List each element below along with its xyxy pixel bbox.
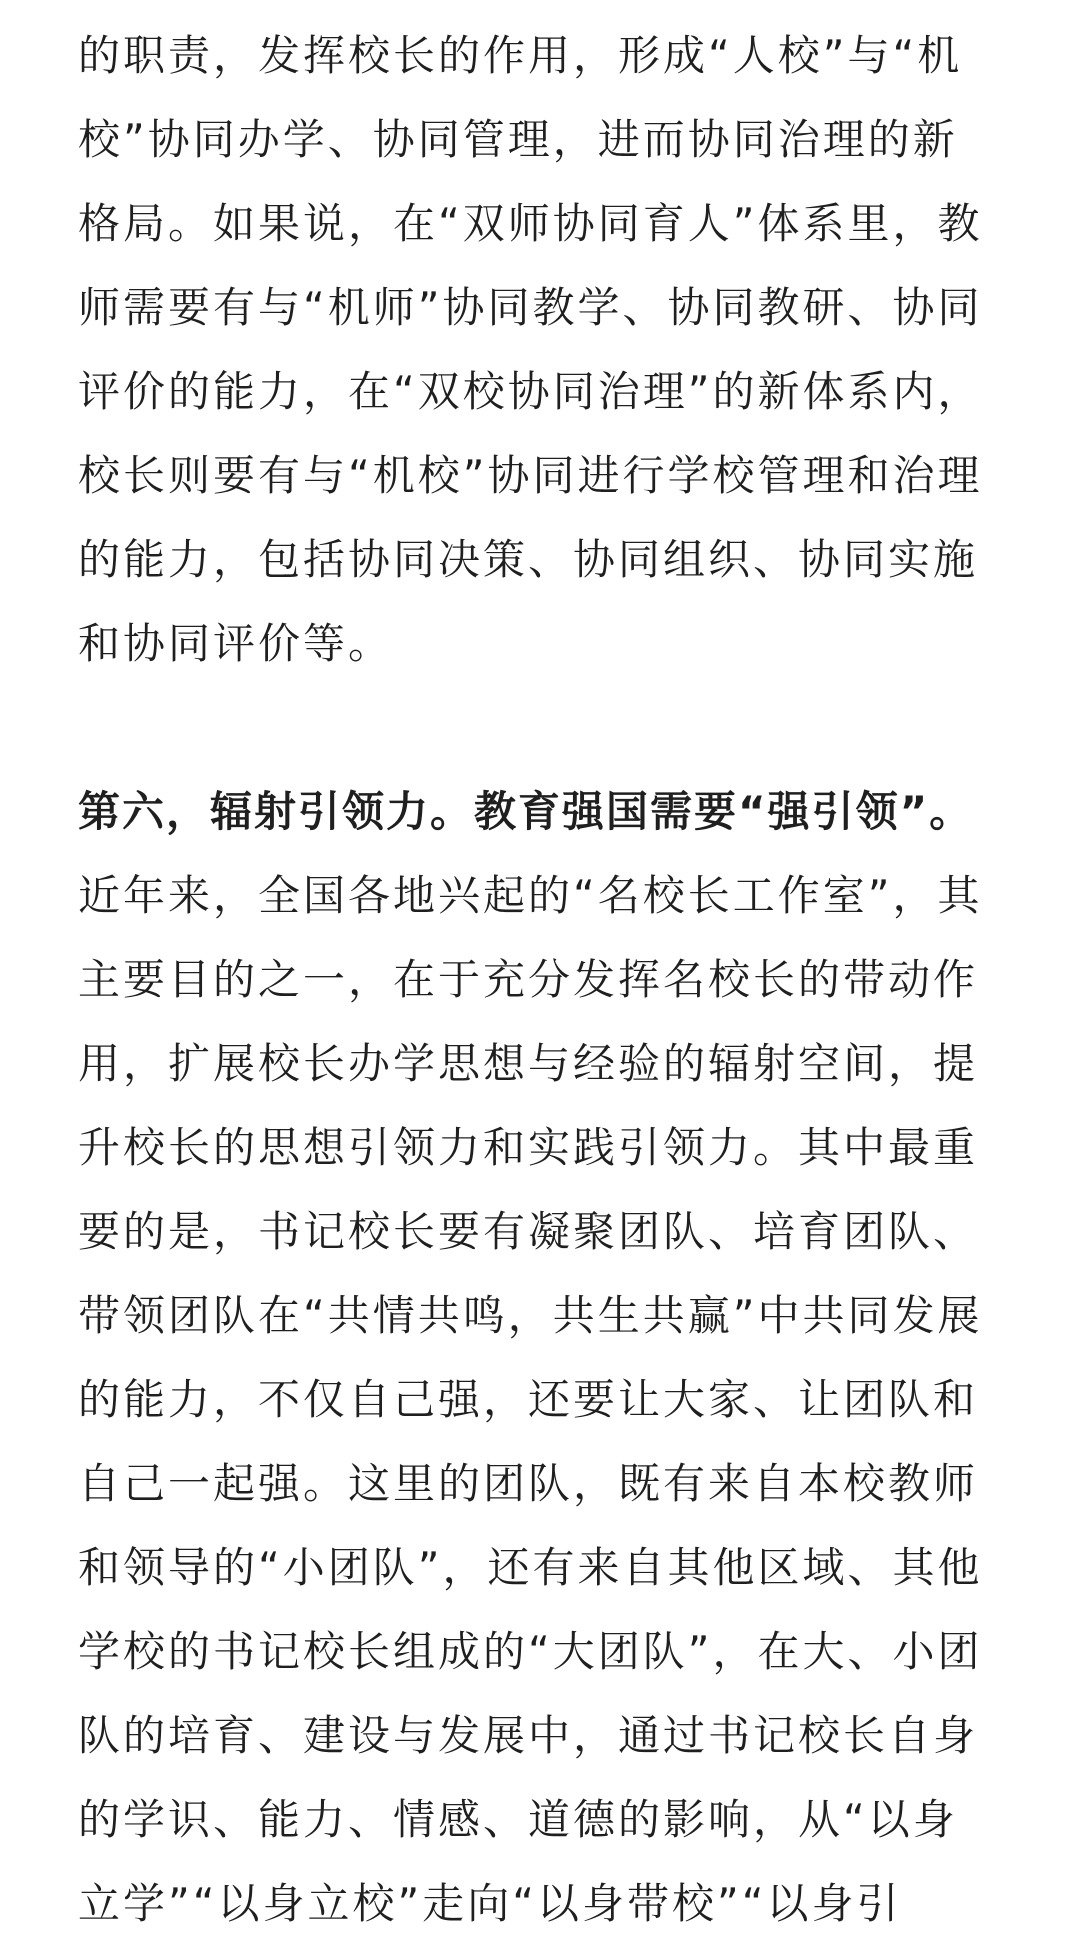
text-line: 学校的书记校长组成的“大团队”，在大、小团: [78, 1627, 983, 1676]
text-line: 的能力，不仅自己强，还要让大家、让团队和: [78, 1375, 979, 1424]
text-line: 升校长的思想引领力和实践引领力。其中最重: [78, 1123, 979, 1172]
text-line: 的职责，发挥校长的作用，形成“人校”与“机: [78, 31, 963, 80]
paragraph-collaborative-governance: [78, 14, 1002, 686]
text-line: 用，扩展校长办学思想与经验的辐射空间，提: [78, 1039, 979, 1088]
text-line: 和领导的“小团队”，还有来自其他区域、其他: [78, 1543, 983, 1592]
text-line: 校”协同办学、协同管理，进而协同治理的新: [78, 115, 958, 164]
text-line: 和协同评价等。: [78, 619, 394, 668]
text-line: 近年来，全国各地兴起的“名校长工作室”，其: [78, 871, 983, 920]
text-line: 队的培育、建设与发展中，通过书记校长自身: [78, 1711, 979, 1760]
text-line: 立学”“以身立校”走向“以身带校”“以身引: [78, 1879, 902, 1928]
text-line: 主要目的之一，在于充分发挥名校长的带动作: [78, 955, 979, 1004]
text-line: 校长则要有与“机校”协同进行学校管理和治理: [78, 451, 983, 500]
text-line: 自己一起强。这里的团队，既有来自本校教师: [78, 1459, 979, 1508]
text-line: 要的是，书记校长要有凝聚团队、培育团队、: [78, 1207, 979, 1256]
text-line: 评价的能力，在“双校协同治理”的新体系内，: [78, 367, 983, 416]
article-body: [78, 14, 1002, 1946]
section-heading: 第六，辐射引领力。教育强国需要“强引领”。: [78, 787, 974, 836]
paragraph-radiating-leadership: [78, 770, 1002, 1946]
text-line: 师需要有与“机师”协同教学、协同教研、协同: [78, 283, 983, 332]
text-line: 格局。如果说，在“双师协同育人”体系里，教: [78, 199, 983, 248]
text-line: 的学识、能力、情感、道德的影响，从“以身: [78, 1795, 958, 1844]
text-line: 的能力，包括协同决策、协同组织、协同实施: [78, 535, 979, 584]
text-line: 带领团队在“共情共鸣，共生共赢”中共同发展: [78, 1291, 983, 1340]
paragraph-spacer: [78, 686, 1002, 770]
